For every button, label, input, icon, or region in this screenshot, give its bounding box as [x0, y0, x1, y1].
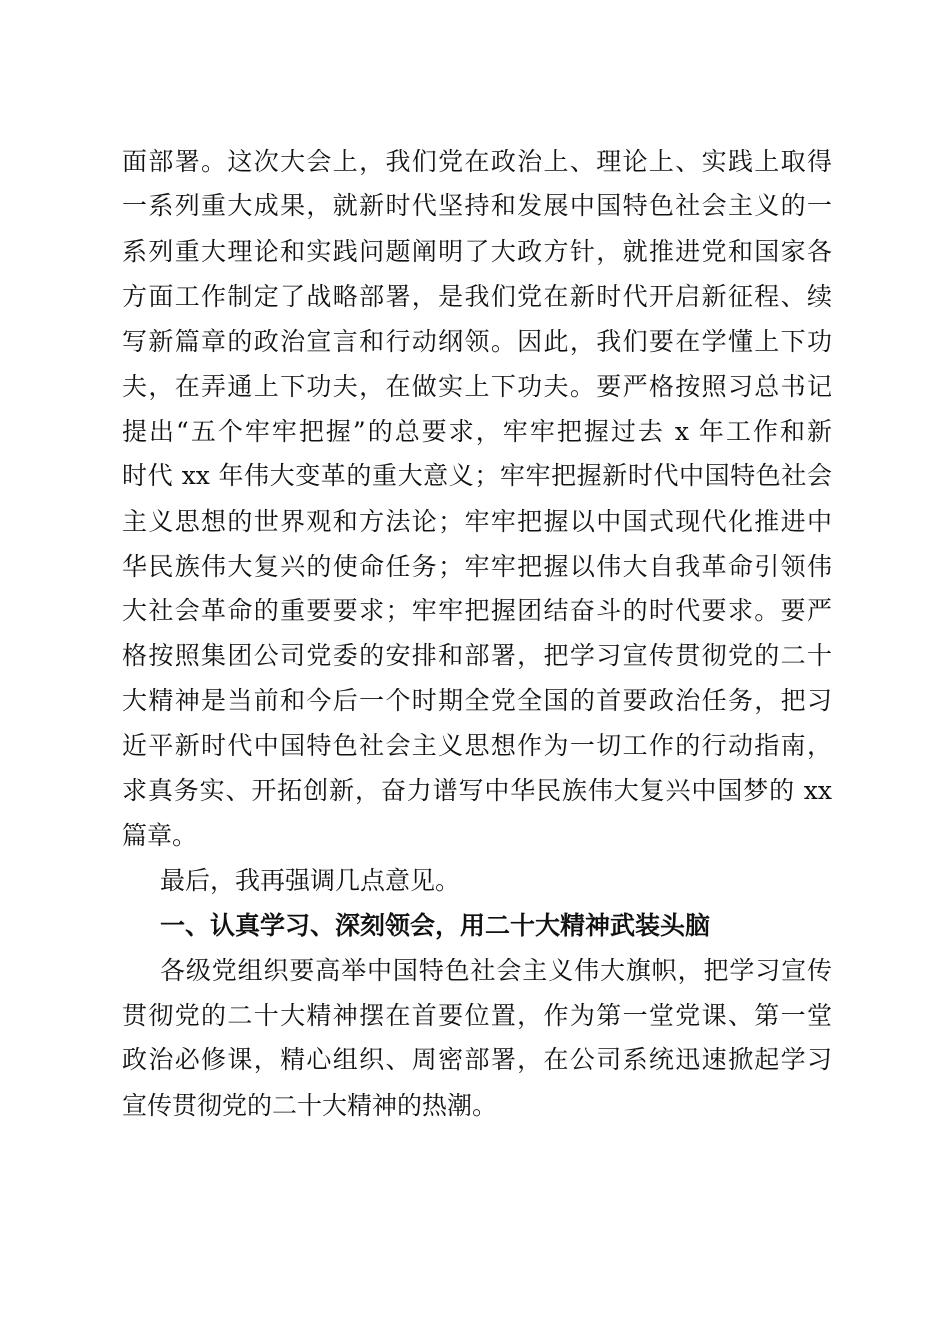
paragraph-line: 一系列重大成果，就新时代坚持和发展中国特色社会主义的一 [122, 191, 832, 220]
paragraph-line: 面部署。这次大会上，我们党在政治上、理论上、实践上取得 [122, 147, 832, 176]
paragraph-line: 方面工作制定了战略部署，是我们党在新时代开启新征程、续 [122, 282, 832, 311]
section-heading: 一、认真学习、深刻领会，用二十大精神武装头脑 [160, 911, 711, 940]
paragraph-text: 最后，我再强调几点意见。 [160, 866, 461, 895]
paragraph-line: 时代 xx 年伟大变革的重大意义；牢牢把握新时代中国特色社会 [122, 461, 832, 490]
paragraph-line: 大社会革命的重要要求；牢牢把握团结奋斗的时代要求。要严 [122, 596, 832, 625]
paragraph-line: 写新篇章的政治宣言和行动纲领。因此，我们要在学懂上下功 [122, 327, 832, 356]
paragraph-line: 篇章。 [122, 821, 198, 850]
paragraph-line: 系列重大理论和实践问题阐明了大政方针，就推进党和国家各 [122, 237, 832, 266]
paragraph-line: 贯彻党的二十大精神摆在首要位置，作为第一堂党课、第一堂 [122, 1001, 832, 1030]
paragraph-line: 宣传贯彻党的二十大精神的热潮。 [122, 1091, 498, 1120]
paragraph-line: 格按照集团公司党委的安排和部署，把学习宣传贯彻党的二十 [122, 641, 832, 670]
paragraph-line: 提出“五个牢牢把握”的总要求，牢牢把握过去 x 年工作和新 [122, 417, 832, 446]
paragraph-line: 夫，在弄通上下功夫，在做实上下功夫。要严格按照习总书记 [122, 372, 832, 401]
paragraph-line: 近平新时代中国特色社会主义思想作为一切工作的行动指南， [122, 731, 832, 760]
paragraph-line: 政治必修课，精心组织、周密部署，在公司系统迅速掀起学习 [122, 1045, 832, 1074]
paragraph-line: 各级党组织要高举中国特色社会主义伟大旗帜，把学习宣传 [160, 956, 832, 985]
paragraph-line: 大精神是当前和今后一个时期全党全国的首要政治任务，把习 [122, 686, 832, 715]
paragraph-line: 华民族伟大复兴的使命任务；牢牢把握以伟大自我革命引领伟 [122, 552, 832, 581]
paragraph-line: 主义思想的世界观和方法论；牢牢把握以中国式现代化推进中 [122, 507, 832, 536]
paragraph-line: 求真务实、开拓创新，奋力谱写中华民族伟大复兴中国梦的 xx [122, 776, 832, 805]
